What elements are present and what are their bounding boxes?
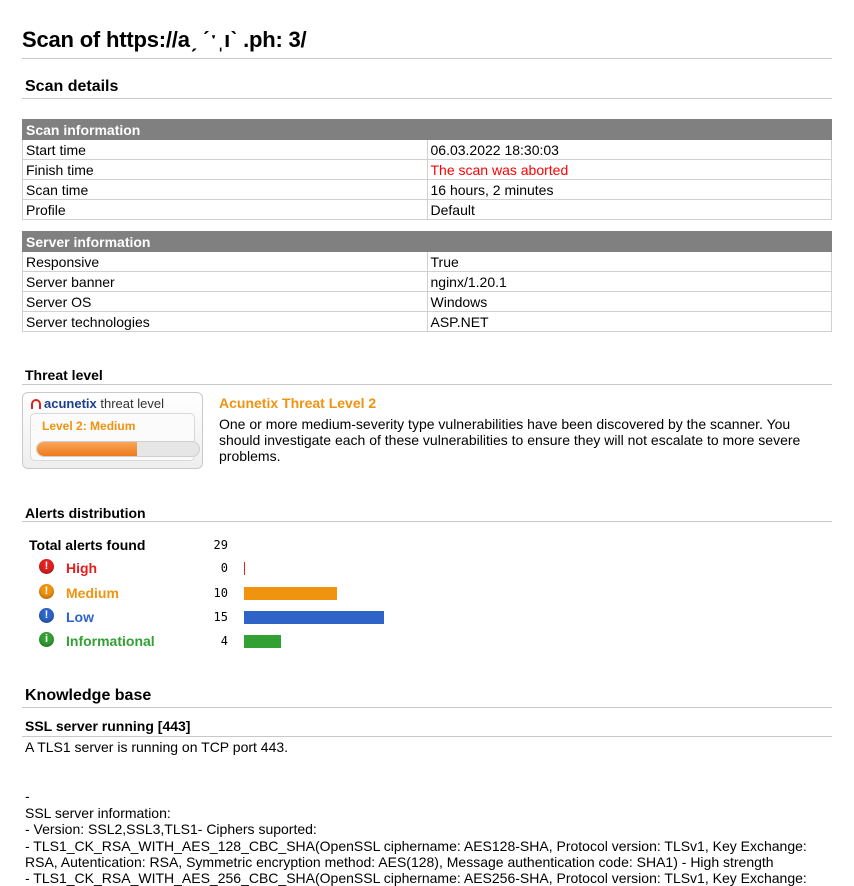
badge-level-label: Level 2: Medium	[42, 419, 136, 433]
threat-title: Acunetix Threat Level 2	[219, 395, 377, 411]
alert-row-high	[22, 559, 582, 579]
threat-description: One or more medium-severity type vulnerabilities have been discovered by the scanner. You should investigate each of these vulnerabilities to ensure they will not escalate to more severe problems.	[219, 416, 801, 464]
table-header: Scan information	[23, 120, 832, 140]
badge-caption: threat level	[100, 396, 164, 411]
alert-count: 0	[220, 561, 228, 575]
kb-text-line: - TLS1_CK_RSA_WITH_AES_128_CBC_SHA(OpenSSL ciphername: AES128-SHA, Protocol version: TLSv1, Key Exchange:	[25, 838, 807, 854]
row-label: Start time	[23, 140, 428, 160]
table-row	[23, 200, 832, 220]
alert-bar	[244, 635, 281, 648]
table-row	[23, 252, 832, 272]
table-header: Server information	[23, 232, 832, 252]
low-severity-icon: !	[39, 608, 54, 623]
alert-row-informational	[22, 632, 582, 652]
alert-bar	[244, 611, 384, 624]
server-information-table	[22, 231, 832, 332]
row-label: Server banner	[23, 272, 428, 292]
total-alerts-count: 29	[213, 538, 228, 552]
kb-text-line: RSA, Autentication: RSA, Symmetric encryption method: AES(128), Message authentication code: SHA1) - High strength	[25, 854, 774, 870]
alert-count: 10	[213, 586, 228, 600]
scan-information-table	[22, 119, 832, 220]
threat-level-bar-fill	[37, 442, 137, 456]
threat-level-bar	[36, 441, 200, 457]
row-value: ASP.NET	[427, 312, 832, 332]
row-value: nginx/1.20.1	[427, 272, 832, 292]
section-divider	[22, 707, 832, 708]
table-row	[23, 160, 832, 180]
table-row	[23, 272, 832, 292]
acunetix-logo-icon	[31, 399, 41, 409]
alert-row-medium	[22, 584, 582, 604]
info-icon: i	[39, 632, 54, 647]
total-alerts-label: Total alerts found	[29, 537, 146, 553]
kb-text-line: SSL server information:	[25, 805, 171, 821]
kb-text-line: - Version: SSL2,SSL3,TLS1- Ciphers suported:	[25, 821, 317, 837]
section-title-threat-level: Threat level	[25, 367, 103, 383]
title-divider	[22, 58, 832, 59]
row-value: Windows	[427, 292, 832, 312]
kb-text-line: -	[25, 788, 30, 804]
threat-level-badge	[22, 392, 203, 469]
kb-item-title: SSL server running [443]	[25, 718, 191, 734]
alert-label: Informational	[66, 633, 155, 649]
alert-count: 15	[213, 610, 228, 624]
row-label: Server OS	[23, 292, 428, 312]
section-title-scan-details: Scan details	[25, 78, 119, 95]
alert-count: 4	[220, 634, 228, 648]
table-row	[23, 180, 832, 200]
alert-bar	[244, 587, 337, 600]
badge-brand: acunetix	[44, 396, 97, 411]
row-label: Profile	[23, 200, 428, 220]
badge-header	[31, 396, 164, 411]
row-label: Scan time	[23, 180, 428, 200]
kb-text-line: - TLS1_CK_RSA_WITH_AES_256_CBC_SHA(OpenSSL ciphername: AES256-SHA, Protocol version: TLSv1, Key Exchange:	[25, 870, 807, 886]
alert-bar	[244, 562, 245, 575]
badge-panel	[30, 413, 195, 461]
table-row	[23, 140, 832, 160]
high-severity-icon: !	[39, 559, 54, 574]
row-value: The scan was aborted	[427, 160, 832, 180]
kb-item-intro: A TLS1 server is running on TCP port 443.	[25, 739, 289, 755]
section-title-alerts-distribution: Alerts distribution	[25, 505, 146, 521]
row-value: 06.03.2022 18:30:03	[427, 140, 832, 160]
alert-label: Low	[66, 609, 94, 625]
row-value: True	[427, 252, 832, 272]
page-title: Scan of https://aˏ ˊˑˌıˋ .ph: 3/	[22, 27, 307, 52]
table-row	[23, 312, 832, 332]
kb-item-divider	[22, 736, 832, 737]
total-alerts-row	[22, 537, 582, 557]
section-divider	[22, 98, 832, 99]
section-title-knowledge-base: Knowledge base	[25, 687, 152, 704]
section-divider	[22, 384, 832, 385]
row-label: Server technologies	[23, 312, 428, 332]
alert-label: High	[66, 560, 98, 576]
table-row	[23, 292, 832, 312]
section-divider	[22, 521, 832, 522]
row-value: 16 hours, 2 minutes	[427, 180, 832, 200]
row-label: Finish time	[23, 160, 428, 180]
row-value: Default	[427, 200, 832, 220]
row-label: Responsive	[23, 252, 428, 272]
alert-row-low	[22, 608, 582, 628]
alert-label: Medium	[66, 585, 119, 601]
medium-severity-icon: !	[39, 584, 54, 599]
